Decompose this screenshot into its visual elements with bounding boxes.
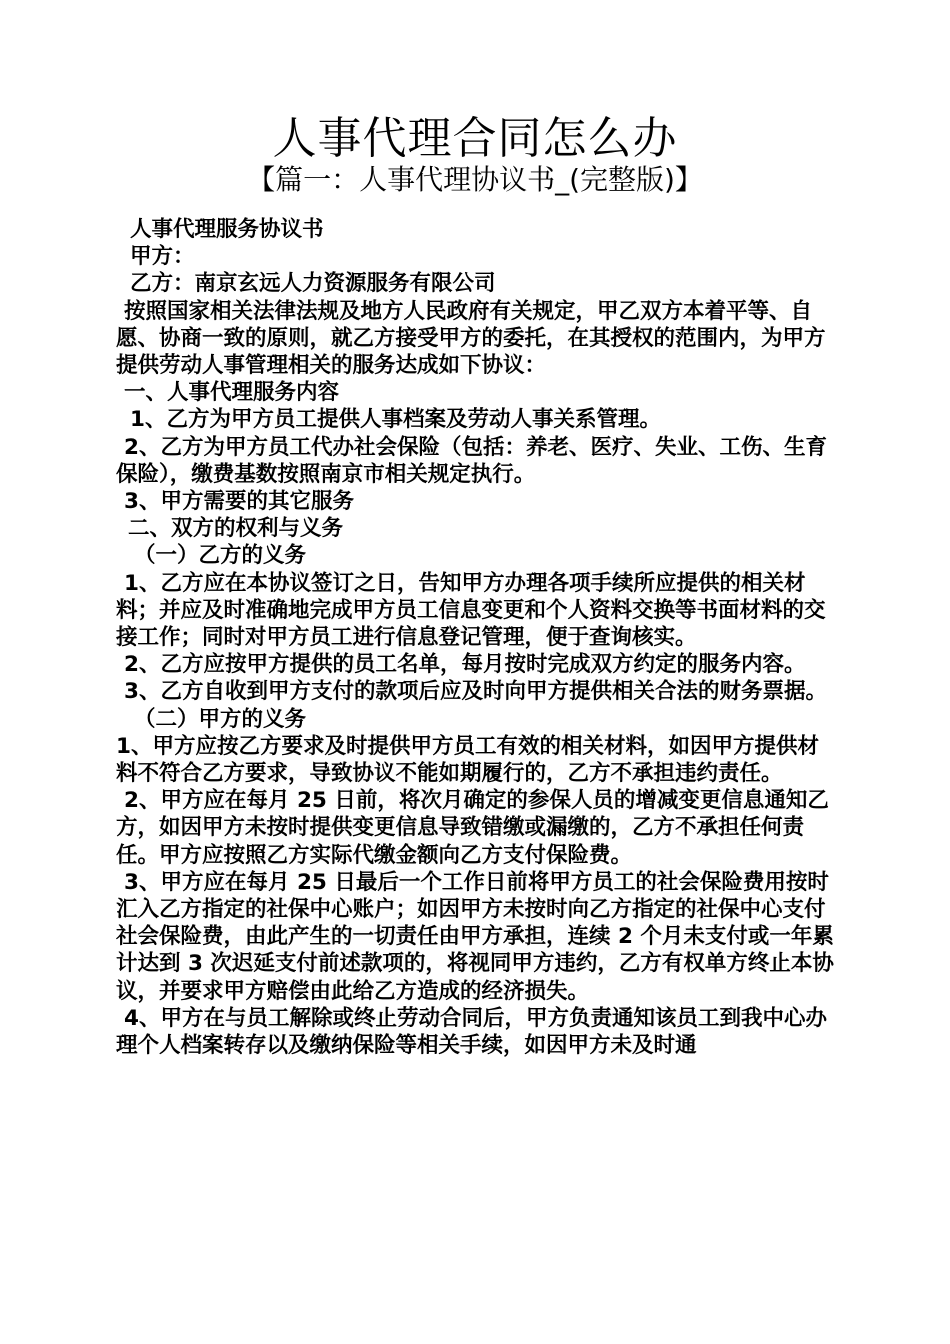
paragraph: 二、双方的权利与义务 <box>128 516 344 542</box>
paragraph: （一）乙方的义务 <box>134 543 307 569</box>
paragraph: 一、人事代理服务内容 <box>124 380 340 406</box>
paragraph: 3、乙方自收到甲方支付的款项后应及时向甲方提供相关合法的财务票据。 <box>124 679 827 705</box>
paragraph: （二）甲方的义务 <box>134 706 307 732</box>
paragraph: 甲方： <box>130 244 195 270</box>
paragraph: 按照国家相关法律法规及地方人民政府有关规定，甲乙双方本着平等、自愿、协商一致的原则，就乙方接受甲方的委托，在其授权的范围内，为甲方提供劳动人事管理相关的服务达成如下协议： <box>116 298 826 379</box>
paragraph: 乙方：南京玄远人力资源服务有限公司 <box>130 271 496 297</box>
paragraph: 2、乙方应按甲方提供的员工名单，每月按时完成双方约定的服务内容。 <box>124 652 806 678</box>
document-subtitle: 【篇一：人事代理协议书_(完整版)】 <box>247 163 703 196</box>
document-title: 人事代理合同怎么办 <box>272 113 678 164</box>
paragraph: 2、甲方应在每月 25 日前，将次月确定的参保人员的增减变更信息通知乙方，如因甲方未按时提供变更信息导致错缴或漏缴的，乙方不承担任何责任。甲方应按照乙方实际代缴金额向乙方支付保险费。 <box>116 788 829 868</box>
document-body <box>116 216 838 1059</box>
paragraph: 3、甲方应在每月 25 日最后一个工作日前将甲方员工的社会保险费用按时汇入乙方指定的社保中心账户；如因甲方未按时向乙方指定的社保中心支付社会保险费，由此产生的一切责任由甲方承担，连续 2 个月未支付或一年累计达到 3 次迟延支付前述款项的，将视同甲方违约，乙方有权单方终止本协议，并要求甲方赔偿由此给乙方造成的经济损失。 <box>116 869 834 1004</box>
paragraph: 2、乙方为甲方员工代办社会保险（包括：养老、医疗、失业、工伤、生育保险），缴费基数按照南京市相关规定执行。 <box>116 434 827 487</box>
paragraph: 3、甲方需要的其它服务 <box>124 489 354 515</box>
paragraph: 1、乙方为甲方员工提供人事档案及劳动人事关系管理。 <box>130 407 661 433</box>
paragraph: 4、甲方在与员工解除或终止劳动合同后，甲方负责通知该员工到我中心办理个人档案转存以及缴纳保险等相关手续，如因甲方未及时通 <box>116 1005 827 1059</box>
paragraph: 1、甲方应按乙方要求及时提供甲方员工有效的相关材料，如因甲方提供材料不符合乙方要求，导致协议不能如期履行的，乙方不承担违约责任。 <box>116 733 819 787</box>
paragraph: 人事代理服务协议书 <box>130 217 324 242</box>
paragraph: 1、乙方应在本协议签订之日，告知甲方办理各项手续所应提供的相关材料；并应及时准确地完成甲方员工信息变更和个人资料交换等书面材料的交接工作；同时对甲方员工进行信息登记管理，便于查询核实。 <box>116 570 826 651</box>
